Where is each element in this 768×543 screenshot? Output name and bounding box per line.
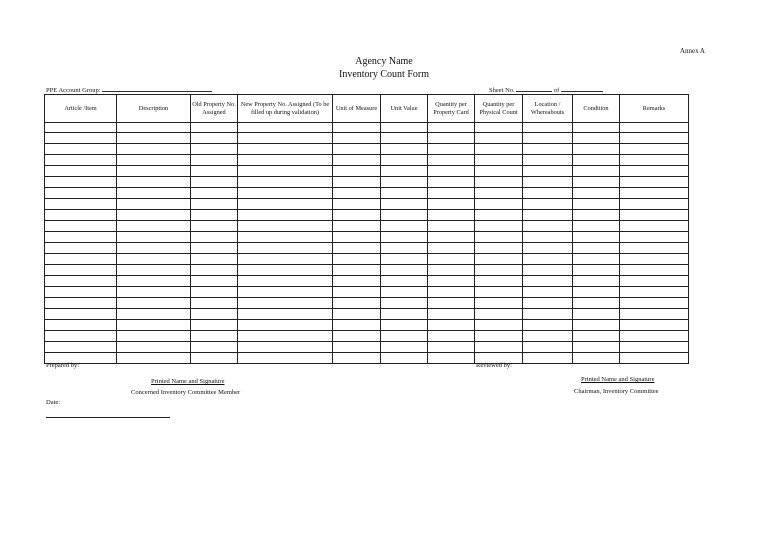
sheet-no-label: Sheet No. — [489, 87, 515, 94]
table-cell[interactable] — [45, 265, 117, 276]
table-cell[interactable] — [117, 123, 191, 133]
table-cell[interactable] — [573, 331, 620, 342]
table-cell[interactable] — [45, 199, 117, 210]
table-cell[interactable] — [523, 254, 573, 265]
table-cell[interactable] — [333, 221, 381, 232]
table-cell[interactable] — [475, 232, 523, 243]
table-cell[interactable] — [117, 155, 191, 166]
table-cell[interactable] — [117, 342, 191, 353]
table-cell[interactable] — [428, 254, 475, 265]
table-cell[interactable] — [381, 166, 428, 177]
table-cell[interactable] — [428, 210, 475, 221]
table-cell[interactable] — [428, 342, 475, 353]
table-cell[interactable] — [523, 232, 573, 243]
table-cell[interactable] — [428, 298, 475, 309]
table-row — [45, 298, 689, 309]
form-header — [0, 55, 768, 81]
table-cell[interactable] — [620, 276, 689, 287]
table-row — [45, 155, 689, 166]
table-cell[interactable] — [238, 265, 333, 276]
table-cell[interactable] — [523, 166, 573, 177]
table-cell[interactable] — [381, 221, 428, 232]
table-cell[interactable] — [573, 177, 620, 188]
table-cell[interactable] — [333, 342, 381, 353]
table-row — [45, 133, 689, 144]
table-cell[interactable] — [381, 188, 428, 199]
table-cell[interactable] — [381, 155, 428, 166]
table-cell[interactable] — [620, 166, 689, 177]
header-unit-of-measure: Unit of Measure — [333, 95, 381, 123]
table-cell[interactable] — [620, 221, 689, 232]
table-cell[interactable] — [573, 188, 620, 199]
table-cell[interactable] — [191, 287, 238, 298]
table-cell[interactable] — [523, 276, 573, 287]
table-cell[interactable] — [45, 166, 117, 177]
table-cell[interactable] — [117, 353, 191, 364]
table-cell[interactable] — [117, 298, 191, 309]
table-cell[interactable] — [191, 199, 238, 210]
table-cell[interactable] — [191, 188, 238, 199]
reviewed-role: Chairman, Inventory Committee — [574, 388, 659, 395]
table-cell[interactable] — [45, 133, 117, 144]
table-cell[interactable] — [428, 166, 475, 177]
table-cell[interactable] — [117, 144, 191, 155]
table-cell[interactable] — [117, 199, 191, 210]
table-cell[interactable] — [573, 353, 620, 364]
table-cell[interactable] — [191, 210, 238, 221]
table-cell[interactable] — [620, 177, 689, 188]
table-row — [45, 342, 689, 353]
header-qty-physical-count: Quantity per Physical Count — [475, 95, 523, 123]
header-remarks: Remarks — [620, 95, 689, 123]
table-cell[interactable] — [573, 199, 620, 210]
table-cell[interactable] — [45, 144, 117, 155]
table-cell[interactable] — [381, 298, 428, 309]
table-cell[interactable] — [428, 188, 475, 199]
table-cell[interactable] — [191, 254, 238, 265]
table-cell[interactable] — [191, 331, 238, 342]
table-cell[interactable] — [117, 232, 191, 243]
table-cell[interactable] — [428, 353, 475, 364]
table-cell[interactable] — [238, 210, 333, 221]
table-cell[interactable] — [381, 287, 428, 298]
table-cell[interactable] — [45, 210, 117, 221]
table-cell[interactable] — [117, 188, 191, 199]
table-cell[interactable] — [475, 166, 523, 177]
table-cell[interactable] — [620, 232, 689, 243]
header-condition: Condition — [573, 95, 620, 123]
table-cell[interactable] — [191, 298, 238, 309]
table-row — [45, 353, 689, 364]
table-cell[interactable] — [475, 210, 523, 221]
table-cell[interactable] — [428, 133, 475, 144]
table-cell[interactable] — [333, 144, 381, 155]
table-cell[interactable] — [428, 309, 475, 320]
table-cell[interactable] — [523, 320, 573, 331]
account-group-field — [46, 86, 212, 94]
table-cell[interactable] — [238, 188, 333, 199]
table-cell[interactable] — [191, 123, 238, 133]
table-cell[interactable] — [523, 155, 573, 166]
table-cell[interactable] — [573, 320, 620, 331]
table-cell[interactable] — [238, 243, 333, 254]
table-cell[interactable] — [523, 188, 573, 199]
table-cell[interactable] — [238, 232, 333, 243]
table-cell[interactable] — [238, 309, 333, 320]
table-cell[interactable] — [45, 177, 117, 188]
prepared-signature-line: Printed Name and Signature — [151, 378, 225, 385]
date-label: Date: — [46, 399, 61, 406]
annex-label: Annex A — [679, 47, 705, 55]
table-cell[interactable] — [573, 210, 620, 221]
prepared-by-label: Prepared by: — [46, 362, 80, 369]
table-cell[interactable] — [620, 123, 689, 133]
table-cell[interactable] — [475, 188, 523, 199]
table-row — [45, 309, 689, 320]
table-cell[interactable] — [191, 265, 238, 276]
table-cell[interactable] — [333, 254, 381, 265]
table-cell[interactable] — [523, 353, 573, 364]
header-qty-property-card: Quantity per Property Card — [428, 95, 475, 123]
table-cell[interactable] — [475, 342, 523, 353]
table-cell[interactable] — [238, 331, 333, 342]
table-cell[interactable] — [333, 123, 381, 133]
table-cell[interactable] — [117, 320, 191, 331]
table-cell[interactable] — [191, 243, 238, 254]
table-cell[interactable] — [381, 331, 428, 342]
table-cell[interactable] — [333, 353, 381, 364]
table-cell[interactable] — [333, 133, 381, 144]
account-group-label: PPE Account Group: — [46, 87, 101, 94]
table-cell[interactable] — [333, 166, 381, 177]
header-unit-value: Unit Value — [381, 95, 428, 123]
table-row — [45, 210, 689, 221]
table-cell[interactable] — [475, 221, 523, 232]
table-cell[interactable] — [428, 144, 475, 155]
table-cell[interactable] — [475, 309, 523, 320]
table-row — [45, 320, 689, 331]
table-cell[interactable] — [238, 298, 333, 309]
table-cell[interactable] — [428, 199, 475, 210]
table-cell[interactable] — [523, 199, 573, 210]
table-cell[interactable] — [523, 287, 573, 298]
table-cell[interactable] — [475, 331, 523, 342]
table-cell[interactable] — [333, 155, 381, 166]
header-description: Description — [117, 95, 191, 123]
table-cell[interactable] — [191, 342, 238, 353]
table-cell[interactable] — [428, 276, 475, 287]
table-cell[interactable] — [117, 210, 191, 221]
table-cell[interactable] — [475, 320, 523, 331]
table-cell[interactable] — [238, 342, 333, 353]
table-row — [45, 199, 689, 210]
table-cell[interactable] — [238, 123, 333, 133]
table-cell[interactable] — [333, 309, 381, 320]
table-cell[interactable] — [381, 276, 428, 287]
table-cell[interactable] — [117, 166, 191, 177]
table-cell[interactable] — [117, 265, 191, 276]
agency-name: Agency Name — [355, 56, 413, 67]
table-cell[interactable] — [620, 188, 689, 199]
table-cell[interactable] — [573, 155, 620, 166]
inventory-table — [44, 94, 689, 364]
table-cell[interactable] — [333, 232, 381, 243]
table-cell[interactable] — [333, 210, 381, 221]
table-cell[interactable] — [191, 353, 238, 364]
table-cell[interactable] — [475, 199, 523, 210]
table-cell[interactable] — [191, 320, 238, 331]
table-cell[interactable] — [45, 342, 117, 353]
table-cell[interactable] — [428, 287, 475, 298]
table-cell[interactable] — [45, 287, 117, 298]
table-cell[interactable] — [475, 123, 523, 133]
table-cell[interactable] — [381, 320, 428, 331]
table-cell[interactable] — [45, 309, 117, 320]
table-cell[interactable] — [381, 265, 428, 276]
table-cell[interactable] — [238, 287, 333, 298]
header-article-item: Article /Item — [45, 95, 117, 123]
table-cell[interactable] — [475, 254, 523, 265]
table-cell[interactable] — [523, 123, 573, 133]
table-row — [45, 254, 689, 265]
table-cell[interactable] — [428, 221, 475, 232]
table-cell[interactable] — [620, 144, 689, 155]
table-cell[interactable] — [191, 166, 238, 177]
table-cell[interactable] — [475, 276, 523, 287]
table-cell[interactable] — [620, 210, 689, 221]
table-cell[interactable] — [238, 199, 333, 210]
table-cell[interactable] — [620, 342, 689, 353]
table-cell[interactable] — [573, 221, 620, 232]
table-cell[interactable] — [620, 309, 689, 320]
table-cell[interactable] — [381, 342, 428, 353]
sheet-number-field — [489, 86, 603, 94]
table-cell[interactable] — [523, 298, 573, 309]
table-cell[interactable] — [191, 276, 238, 287]
table-cell[interactable] — [238, 166, 333, 177]
table-cell[interactable] — [238, 177, 333, 188]
table-cell[interactable] — [523, 331, 573, 342]
sheet-no-blank[interactable] — [516, 86, 552, 92]
table-cell[interactable] — [45, 243, 117, 254]
table-cell[interactable] — [620, 155, 689, 166]
table-cell[interactable] — [523, 221, 573, 232]
table-cell[interactable] — [620, 298, 689, 309]
table-cell[interactable] — [333, 287, 381, 298]
table-cell[interactable] — [523, 243, 573, 254]
table-cell[interactable] — [381, 309, 428, 320]
table-cell[interactable] — [523, 177, 573, 188]
table-header-row — [45, 95, 689, 123]
table-cell[interactable] — [45, 155, 117, 166]
table-cell[interactable] — [475, 144, 523, 155]
table-cell[interactable] — [381, 243, 428, 254]
table-cell[interactable] — [45, 320, 117, 331]
table-cell[interactable] — [381, 133, 428, 144]
account-group-blank[interactable] — [102, 86, 212, 92]
table-cell[interactable] — [428, 177, 475, 188]
table-cell[interactable] — [620, 243, 689, 254]
table-cell[interactable] — [573, 342, 620, 353]
table-cell[interactable] — [428, 155, 475, 166]
table-cell[interactable] — [117, 331, 191, 342]
table-cell[interactable] — [45, 254, 117, 265]
table-cell[interactable] — [381, 144, 428, 155]
table-cell[interactable] — [117, 221, 191, 232]
table-cell[interactable] — [333, 188, 381, 199]
table-cell[interactable] — [573, 265, 620, 276]
table-cell[interactable] — [573, 254, 620, 265]
table-cell[interactable] — [45, 298, 117, 309]
table-row — [45, 166, 689, 177]
table-row — [45, 188, 689, 199]
table-cell[interactable] — [117, 243, 191, 254]
table-cell[interactable] — [475, 287, 523, 298]
table-cell[interactable] — [191, 144, 238, 155]
table-cell[interactable] — [333, 298, 381, 309]
table-cell[interactable] — [191, 133, 238, 144]
table-cell[interactable] — [333, 199, 381, 210]
table-cell[interactable] — [333, 265, 381, 276]
table-row — [45, 144, 689, 155]
table-cell[interactable] — [573, 287, 620, 298]
table-cell[interactable] — [381, 177, 428, 188]
table-cell[interactable] — [573, 298, 620, 309]
table-cell[interactable] — [573, 166, 620, 177]
table-cell[interactable] — [573, 232, 620, 243]
table-cell[interactable] — [523, 144, 573, 155]
table-cell[interactable] — [117, 276, 191, 287]
table-cell[interactable] — [333, 331, 381, 342]
table-cell[interactable] — [620, 331, 689, 342]
table-cell[interactable] — [191, 309, 238, 320]
table-cell[interactable] — [620, 353, 689, 364]
table-cell[interactable] — [381, 199, 428, 210]
table-cell[interactable] — [381, 210, 428, 221]
table-cell[interactable] — [475, 243, 523, 254]
table-cell[interactable] — [573, 243, 620, 254]
table-row — [45, 221, 689, 232]
table-cell[interactable] — [381, 353, 428, 364]
table-cell[interactable] — [381, 123, 428, 133]
form-title: Inventory Count Form — [339, 69, 429, 80]
table-cell[interactable] — [523, 309, 573, 320]
table-cell[interactable] — [573, 133, 620, 144]
table-cell[interactable] — [381, 232, 428, 243]
table-cell[interactable] — [191, 221, 238, 232]
table-row — [45, 287, 689, 298]
table-cell[interactable] — [238, 155, 333, 166]
table-cell[interactable] — [45, 188, 117, 199]
table-cell[interactable] — [620, 199, 689, 210]
table-cell[interactable] — [117, 133, 191, 144]
table-cell[interactable] — [475, 177, 523, 188]
table-row — [45, 276, 689, 287]
table-cell[interactable] — [238, 254, 333, 265]
table-cell[interactable] — [620, 254, 689, 265]
table-cell[interactable] — [117, 287, 191, 298]
table-cell[interactable] — [523, 265, 573, 276]
table-cell[interactable] — [620, 287, 689, 298]
table-cell[interactable] — [45, 276, 117, 287]
table-cell[interactable] — [191, 232, 238, 243]
table-body — [45, 123, 689, 364]
table-cell[interactable] — [428, 320, 475, 331]
reviewed-signature-line: Printed Name and Signature — [581, 376, 655, 383]
table-cell[interactable] — [620, 265, 689, 276]
table-cell[interactable] — [333, 177, 381, 188]
header-new-property-no: New Property No. Assigned (To be filled up during validation) — [238, 95, 333, 123]
table-row — [45, 232, 689, 243]
table-cell[interactable] — [573, 144, 620, 155]
sheet-of-label: of — [553, 87, 560, 94]
table-cell[interactable] — [45, 331, 117, 342]
table-row — [45, 331, 689, 342]
table-cell[interactable] — [428, 243, 475, 254]
header-old-property-no: Old Property No. Assigned — [191, 95, 238, 123]
table-cell[interactable] — [381, 254, 428, 265]
table-row — [45, 243, 689, 254]
table-cell[interactable] — [191, 155, 238, 166]
date-blank-line[interactable] — [46, 417, 170, 418]
table-cell[interactable] — [45, 232, 117, 243]
table-cell[interactable] — [238, 144, 333, 155]
table-cell[interactable] — [428, 123, 475, 133]
table-cell[interactable] — [523, 342, 573, 353]
table-cell[interactable] — [238, 133, 333, 144]
table-cell[interactable] — [475, 133, 523, 144]
table-cell[interactable] — [620, 320, 689, 331]
header-location: Location / Whereabouts — [523, 95, 573, 123]
table-cell[interactable] — [238, 353, 333, 364]
table-cell[interactable] — [428, 232, 475, 243]
table-cell[interactable] — [573, 276, 620, 287]
table-cell[interactable] — [523, 210, 573, 221]
table-cell[interactable] — [428, 265, 475, 276]
table-cell[interactable] — [620, 133, 689, 144]
table-row — [45, 123, 689, 133]
table-cell[interactable] — [475, 298, 523, 309]
table-cell[interactable] — [475, 265, 523, 276]
table-cell[interactable] — [238, 221, 333, 232]
table-row — [45, 265, 689, 276]
table-cell[interactable] — [45, 221, 117, 232]
table-cell[interactable] — [117, 177, 191, 188]
table-cell[interactable] — [333, 276, 381, 287]
table-cell[interactable] — [573, 309, 620, 320]
reviewed-by-label: Reviewed by: — [476, 362, 512, 369]
table-cell[interactable] — [238, 320, 333, 331]
sheet-total-blank[interactable] — [561, 86, 603, 92]
table-cell[interactable] — [45, 123, 117, 133]
table-cell[interactable] — [191, 177, 238, 188]
table-row — [45, 177, 689, 188]
prepared-role: Concerned Inventory Committee Member — [131, 389, 241, 396]
table-cell[interactable] — [523, 133, 573, 144]
table-cell[interactable] — [475, 155, 523, 166]
table-cell[interactable] — [117, 309, 191, 320]
table-cell[interactable] — [117, 254, 191, 265]
table-cell[interactable] — [428, 331, 475, 342]
table-cell[interactable] — [333, 243, 381, 254]
table-cell[interactable] — [333, 320, 381, 331]
table-cell[interactable] — [238, 276, 333, 287]
table-cell[interactable] — [573, 123, 620, 133]
